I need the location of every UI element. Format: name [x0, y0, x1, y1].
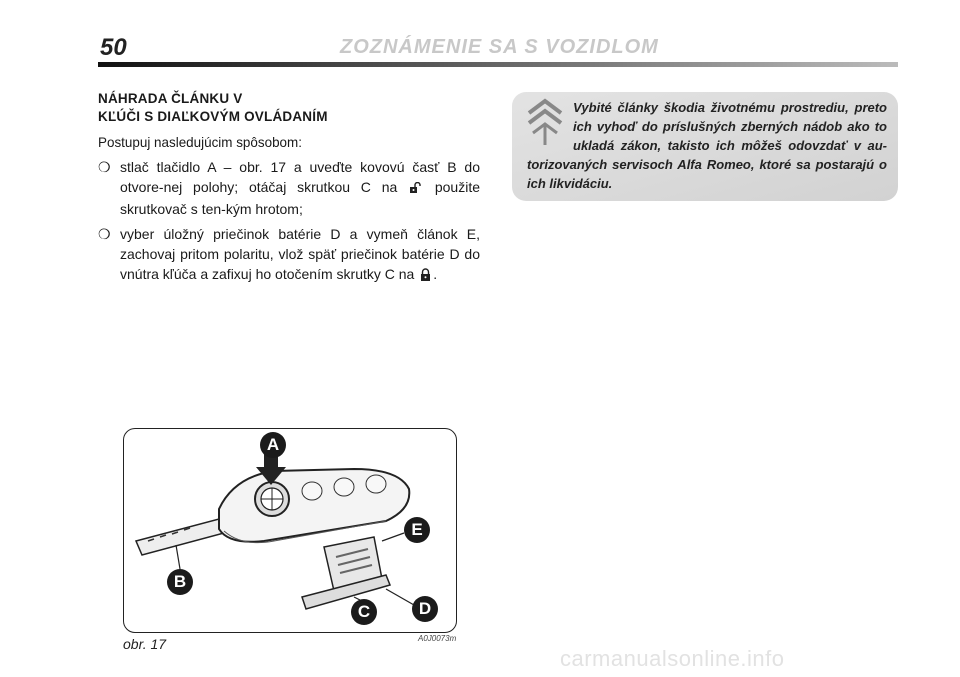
instructions-column — [98, 90, 480, 286]
bullet-icon: ❍ — [98, 159, 111, 175]
section-title-line2: KĽÚČI S DIAĽKOVÝM OVLÁDANÍM — [98, 109, 328, 124]
unlocked-padlock-icon — [410, 179, 422, 199]
callout-d: D — [412, 596, 438, 622]
figure-code: A0J0073m — [418, 634, 457, 643]
bullet-icon: ❍ — [98, 226, 111, 242]
step-item-2 — [98, 224, 480, 286]
page-number: 50 — [100, 34, 127, 61]
watermark: carmanualsonline.info — [560, 646, 785, 671]
locked-padlock-icon — [420, 266, 431, 286]
section-title-line1: NÁHRADA ČLÁNKU V — [98, 91, 243, 106]
step1-text-part1: stlač tlačidlo A – obr. 17 a uveďte kovovú časť B do otvore-nej polohy; otáčaj skrutkou C na — [120, 159, 480, 195]
step1-text-part2: použite skrutkovač s ten-kým hrotom; — [120, 179, 481, 217]
step2-text-part2: . — [433, 266, 438, 282]
step2-text-part1: vyber úložný priečinok batérie D a vymeň článok E, zachovaj pritom polaritu, vlož späť priečinok batérie D do vnútra kľúča a zafixuj ho otočením skrutky C na — [120, 226, 480, 282]
callout-b: B — [167, 569, 193, 595]
key-battery-figure — [123, 428, 457, 633]
page-title: ZOZNÁMENIE SA S VOZIDLOM — [340, 36, 659, 58]
callout-e: E — [404, 517, 430, 543]
environment-note-text: Vybité články škodia životnému prostrediu, preto ich vyhoď do príslušných zberných nádob ako to ukladá zákon, takisto ich môžeš odovzdať v au-torizovaných servisoch Alfa Romeo, ktoré sa postarajú o ich likvidáciu. — [527, 100, 887, 191]
callout-c: C — [351, 599, 377, 625]
intro-text: Postupuj nasledujúcim spôsobom: — [98, 134, 302, 150]
step-item-1 — [98, 157, 480, 219]
callout-a: A — [260, 432, 286, 458]
header-rule — [98, 62, 898, 67]
figure-caption: obr. 17 — [123, 636, 167, 652]
